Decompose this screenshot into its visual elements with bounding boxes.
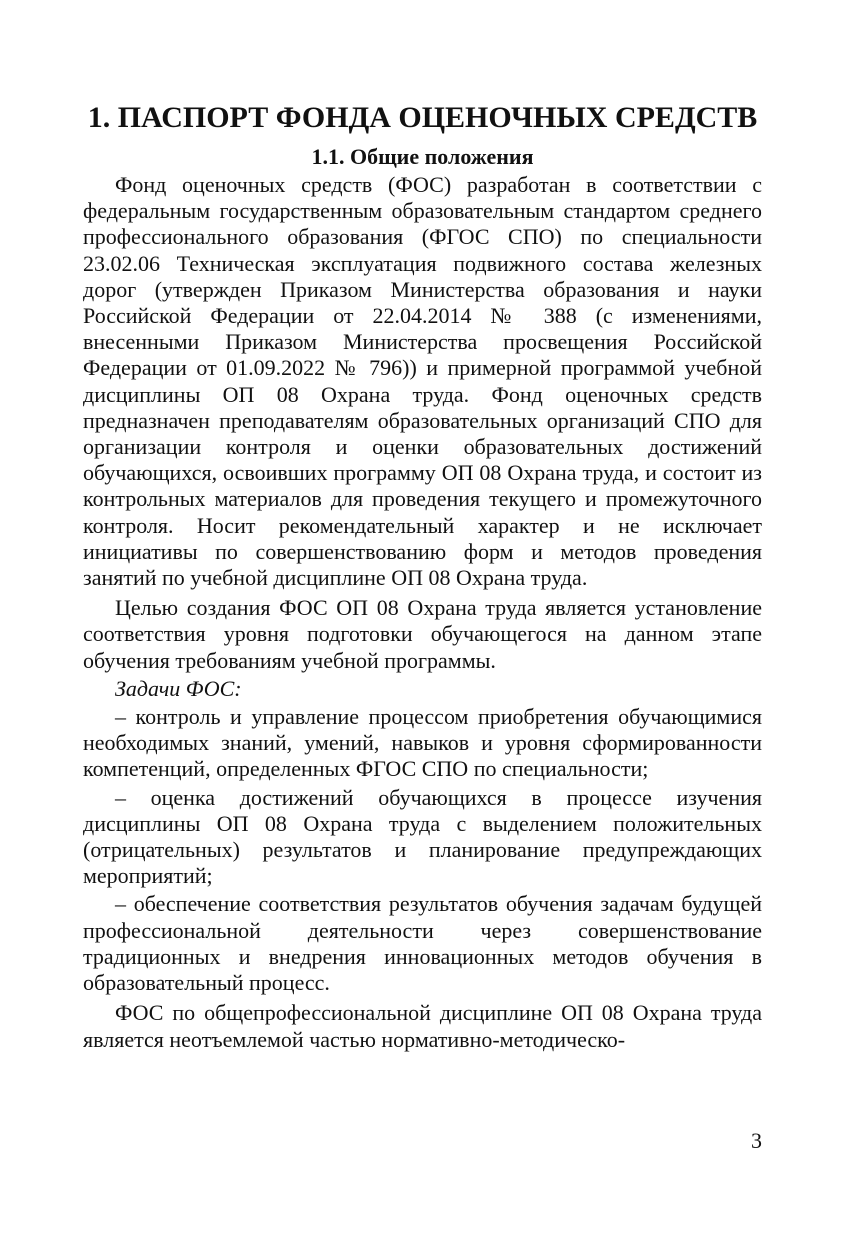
paragraph-closing: ФОС по общепрофессиональной дисциплине ОП 08 Охрана труда является неотъемлемой частью нормативно-методическо- xyxy=(83,1000,762,1052)
task-item: – контроль и управление процессом приобретения обучающимися необходимых знаний, умений, навыков и уровня сформированности компетенций, определенных ФГОС СПО по специальности; xyxy=(83,704,762,782)
tasks-heading: Задачи ФОС: xyxy=(115,675,242,701)
page-content xyxy=(83,98,762,1053)
paragraph-fos-goal: Целью создания ФОС ОП 08 Охрана труда является установление соответствия уровня подготовки обучающегося на данном этапе обучения требованиям учебной программы. xyxy=(83,595,762,673)
section-title: 1.1. Общие положения xyxy=(311,144,534,169)
task-item: – обеспечение соответствия результатов обучения задачам будущей профессиональной деятельности через совершенствование традиционных и внедрения инновационных методов обучения в образовательный процесс. xyxy=(83,891,762,996)
paragraph-fos-description: Фонд оценочных средств (ФОС) разработан в соответствии с федеральным государственным образовательным стандартом среднего профессионального образования (ФГОС СПО) по специальности 23.02.06 Техническая эксплуатация подвижного состава железных дорог (утвержден Приказом Министерства образования и науки Российской Федерации от 22.04.2014 № 388 (с изменениями, внесенными Приказом Министерства просвещения Российской Федерации от 01.09.2022 № 796)) и примерной программой учебной дисциплины ОП 08 Охрана труда. Фонд оценочных средств предназначен преподавателям образовательных организаций СПО для организации контроля и оценки образовательных достижений обучающихся, освоивших программу ОП 08 Охрана труда, и состоит из контрольных материалов для проведения текущего и промежуточного контроля. Носит рекомендательный характер и не исключает инициативы по совершенствованию форм и методов проведения занятий по учебной дисциплине ОП 08 Охрана труда. xyxy=(83,172,762,591)
task-item: – оценка достижений обучающихся в процессе изучения дисциплины ОП 08 Охрана труда с выделением положительных (отрицательных) результатов и планирование предупреждающих мероприятий; xyxy=(83,784,762,889)
chapter-title: 1. ПАСПОРТ ФОНДА ОЦЕНОЧНЫХ СРЕДСТВ xyxy=(87,101,758,134)
page-number: 3 xyxy=(751,1128,762,1153)
